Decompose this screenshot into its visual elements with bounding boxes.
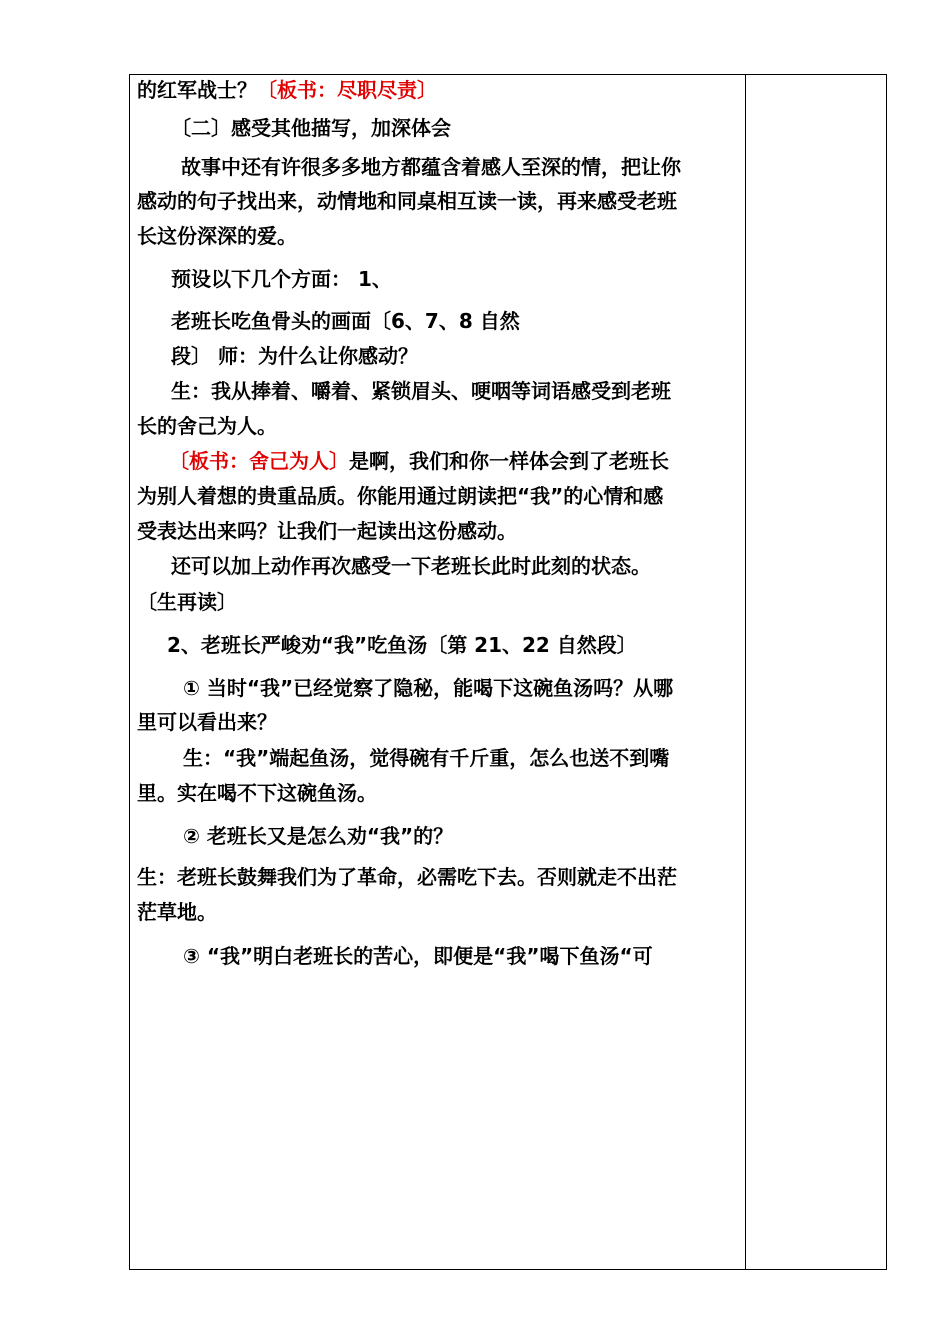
- text-segment: 里。实在喝不下这碗鱼汤。: [137, 781, 377, 805]
- text-segment: 受表达出来吗？让我们一起读出这份感动。: [137, 519, 517, 543]
- text-line: [171, 306, 520, 336]
- column-divider: [745, 74, 746, 1270]
- text-segment: 生：老班长鼓舞我们为了革命，必需吃下去。否则就走不出茫: [137, 865, 677, 889]
- text-line: [181, 152, 681, 182]
- text-segment: 生：“我”端起鱼汤，觉得碗有千斤重，怎么也送不到嘴: [183, 746, 670, 770]
- text-segment: 感动的句子找出来，动情地和同桌相互读一读，再来感受老班: [137, 189, 677, 213]
- text-line: [137, 862, 677, 892]
- text-line: [183, 821, 453, 851]
- text-line: [137, 707, 277, 737]
- board-note: 〔板书：舍己为人〕: [169, 449, 349, 473]
- text-segment: 的红军战士？: [137, 78, 257, 102]
- text-segment: 老班长吃鱼骨头的画面〔6、7、8 自然: [171, 309, 520, 333]
- text-segment: 是啊，我们和你一样体会到了老班长: [349, 449, 669, 473]
- text-line: [183, 673, 673, 703]
- text-line: [171, 341, 418, 371]
- text-segment: 〔二〕感受其他描写，加深体会: [171, 116, 451, 140]
- text-segment: ③ “我”明白老班长的苦心，即便是“我”喝下鱼汤“可: [183, 944, 653, 968]
- text-line: [171, 264, 392, 294]
- text-segment: 故事中还有许很多多地方都蕴含着感人至深的情，把让你: [181, 155, 681, 179]
- text-line: [171, 376, 671, 406]
- board-note: 〔板书：尽职尽责〕: [257, 78, 437, 102]
- text-segment: ② 老班长又是怎么劝“我”的？: [183, 824, 454, 848]
- text-segment: 还可以加上动作再次感受一下老班长此时此刻的状态。: [171, 554, 651, 578]
- text-line: [137, 411, 277, 441]
- text-segment: 里可以看出来？: [137, 710, 277, 734]
- text-line: [137, 778, 377, 808]
- text-line: [137, 481, 663, 511]
- text-line: [137, 897, 217, 927]
- text-line: [137, 221, 297, 251]
- text-segment: 预设以下几个方面： 1、: [171, 267, 392, 291]
- text-segment: 茫草地。: [137, 900, 217, 924]
- text-segment: 〔生再读〕: [137, 590, 237, 614]
- text-line: [137, 516, 517, 546]
- text-segment: 长的舍己为人。: [137, 414, 277, 438]
- text-line: [169, 446, 669, 476]
- text-line: [137, 75, 437, 105]
- text-line: [183, 941, 653, 971]
- text-line: [167, 630, 637, 660]
- text-segment: ① 当时“我”已经觉察了隐秘，能喝下这碗鱼汤吗？从哪: [183, 676, 674, 700]
- text-line: [171, 551, 651, 581]
- text-segment: 为别人着想的贵重品质。你能用通过朗读把“我”的心情和感: [137, 484, 664, 508]
- section-heading: [171, 113, 451, 143]
- text-segment: 2、老班长严峻劝“我”吃鱼汤〔第 21、22 自然段〕: [167, 633, 637, 657]
- text-segment: 长这份深深的爱。: [137, 224, 297, 248]
- text-line: [137, 587, 237, 617]
- text-segment: 生：我从捧着、嚼着、紧锁眉头、哽咽等词语感受到老班: [171, 379, 671, 403]
- text-segment: 段〕 师：为什么让你感动？: [171, 344, 418, 368]
- text-line: [137, 186, 677, 216]
- text-line: [183, 743, 669, 773]
- table-frame: [129, 74, 887, 1270]
